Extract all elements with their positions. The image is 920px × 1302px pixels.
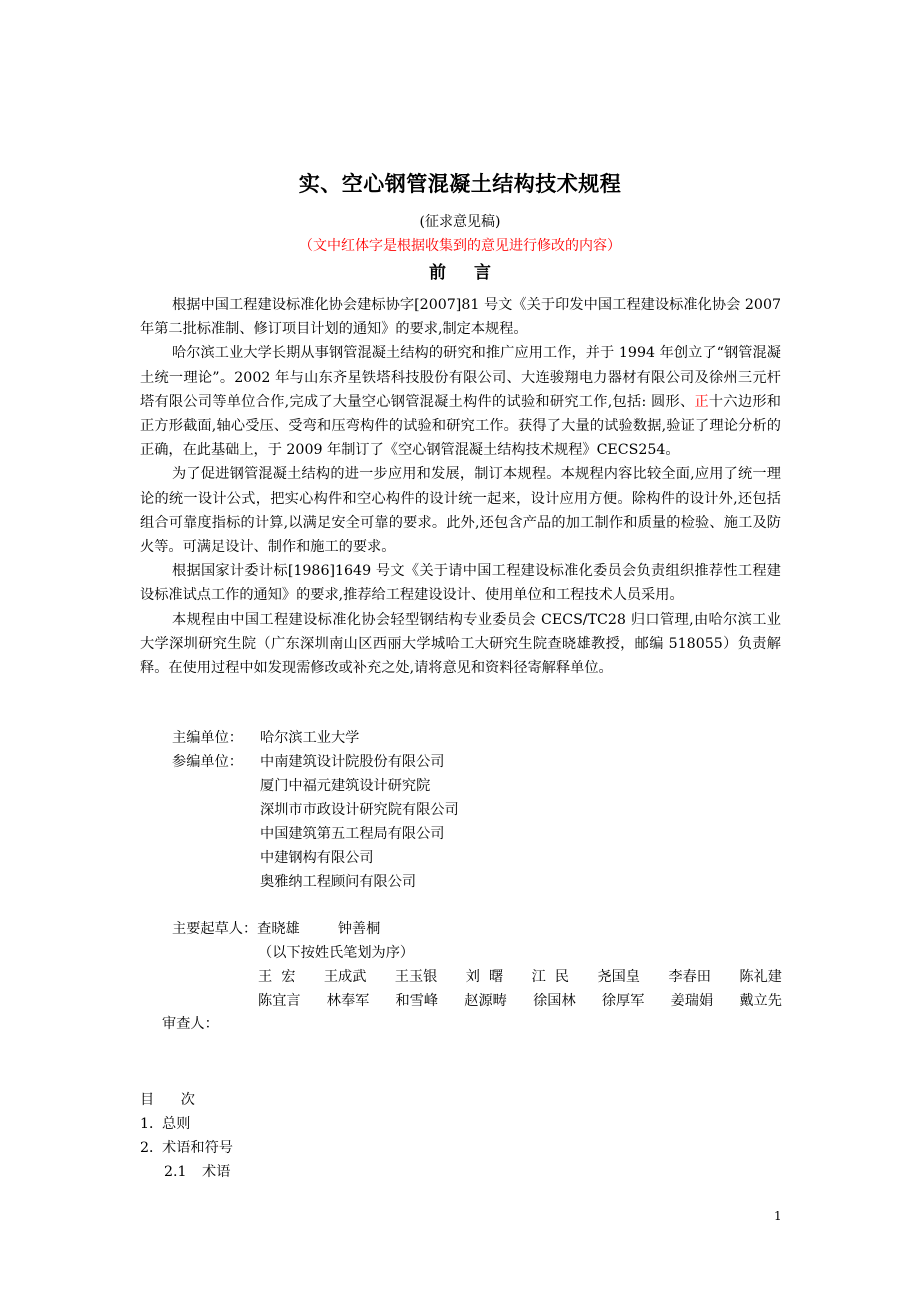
drafter-name: 赵源畴 <box>464 993 507 1009</box>
drafter-name: 姜瑞娟 <box>670 993 714 1009</box>
drafter-name: 钟善桐 <box>337 921 381 937</box>
document-subtitle: (征求意见稿) <box>419 214 501 230</box>
participating-unit-row <box>172 870 459 894</box>
drafter-names-row <box>258 989 782 1013</box>
paragraph: 根据国家计委计标[1986]1649 号文《关于请中国工程建设标准化委员会负责组织推荐性工程建设标准试点工作的通知》的要求,推荐给工程建设设计、使用单位和工程技术人员采用。 <box>140 563 781 604</box>
drafter-name: 徐国林 <box>533 993 576 1009</box>
order-note: （以下按姓氏笔划为序） <box>258 945 415 961</box>
reviewer-label: 审查人： <box>162 1016 219 1032</box>
drafter-name: 陈礼建 <box>739 969 782 985</box>
toc-subitem-number: 2.1 <box>164 1164 187 1180</box>
revision-note: （文中红体字是根据收集到的意见进行修改的内容） <box>299 238 621 254</box>
paragraph: 为了促进钢管混凝土结构的进一步应用和发展，制订本规程。本规程内容比较全面,应用了统一理论的统一设计公式，把实心构件和空心构件的设计统一起来，设计应用方便。除构件的设计外,还包括组合可靠度指标的计算,以满足安全可靠的要求。此外,还包含产品的加工制作和质量的检验、施工及防火等。可满足设计、制作和施工的要求。 <box>140 466 781 556</box>
chief-editor-value: 哈尔滨工业大学 <box>260 730 360 746</box>
participating-unit-row <box>172 822 459 846</box>
drafter-names <box>258 965 782 1013</box>
preface-heading: 前 言 <box>429 263 491 283</box>
paragraph: 根据中国工程建设标准化协会建标协字[2007]81 号文《关于印发中国工程建设标准化协会 2007 年第二批标准制、修订项目计划的通知》的要求,制定本规程。 <box>140 297 781 338</box>
toc-heading: 目 次 <box>140 1092 195 1108</box>
toc-item-number: 1． <box>140 1116 164 1132</box>
participating-unit: 深圳市市政设计研究院有限公司 <box>260 802 459 818</box>
toc-subitem-label: 术语 <box>202 1164 231 1180</box>
drafter-name: 江 民 <box>531 969 569 985</box>
main-drafters-row <box>172 917 414 941</box>
chief-editor-row <box>172 726 459 750</box>
revised-text: 正 <box>694 393 709 410</box>
participating-unit-row <box>172 750 459 774</box>
participating-units-label: 参编单位： <box>172 754 243 770</box>
drafter-name: 王玉银 <box>394 969 438 985</box>
drafter-name: 尧国皇 <box>597 969 640 985</box>
paragraph <box>140 341 781 462</box>
participating-unit: 中南建筑设计院股份有限公司 <box>260 754 445 770</box>
editorial-units <box>172 726 459 894</box>
drafter-name: 戴立先 <box>739 993 782 1009</box>
drafter-name: 刘 曙 <box>465 969 504 985</box>
table-of-contents <box>140 1088 233 1184</box>
participating-unit: 奥雅纳工程顾问有限公司 <box>260 874 417 890</box>
toc-subitem[interactable] <box>140 1160 233 1184</box>
drafter-names-row <box>258 965 782 989</box>
participating-unit-row <box>172 798 459 822</box>
toc-item[interactable] <box>140 1136 233 1160</box>
participating-unit-row <box>172 846 459 870</box>
toc-item-label: 术语和符号 <box>162 1140 233 1156</box>
drafter-name: 陈宜言 <box>258 993 301 1009</box>
participating-unit: 厦门中福元建筑设计研究院 <box>260 778 431 794</box>
drafter-name: 查晓雄 <box>257 921 300 937</box>
main-drafters <box>172 917 414 965</box>
toc-item[interactable] <box>140 1112 233 1136</box>
drafter-name: 王 宏 <box>258 969 296 985</box>
drafter-name: 和雪峰 <box>395 993 439 1009</box>
paragraph: 本规程由中国工程建设标准化协会轻型钢结构专业委员会 CECS/TC28 归口管理,由哈尔滨工业大学深圳研究生院（广东深圳南山区西丽大学城哈工大研究生院查晓雄教授，邮编 518055）负责解释。在使用过程中如发现需修改或补充之处,请将意见和资料径寄解释单位。 <box>140 611 781 677</box>
main-drafters-label: 主要起草人： <box>172 921 258 937</box>
document-title: 实、空心钢管混凝土结构技术规程 <box>298 172 622 196</box>
toc-item-number: 2． <box>140 1140 164 1156</box>
drafter-name: 徐厚军 <box>601 993 645 1009</box>
participating-unit: 中国建筑第五工程局有限公司 <box>260 826 445 842</box>
drafter-name: 林奉军 <box>326 993 370 1009</box>
chief-editor-label: 主编单位： <box>172 730 243 746</box>
paragraph-text: 哈尔滨工业大学长期从事钢管混凝土结构的研究和推广应用工作，并于 1994 年创立了“钢管混凝土统一理论”。2002 年与山东齐星铁塔科技股份有限公司、大连骏翔电力器材有限公司及徐州三元杆塔有限公司等单位合作,完成了大量空心钢管混凝土构件的试验和研究工作,包括: 圆形、 <box>140 345 781 410</box>
page-number: 1 <box>774 1209 782 1223</box>
toc-item-label: 总则 <box>162 1116 191 1132</box>
paragraph-text: 十六边形和正方形截面,轴心受压、受弯和压弯构件的试验和研究工作。获得了大量的试验数据,验证了理论分析的正确，在此基础上，于 2009 年制订了《空心钢管混凝土结构技术规程》CECS254。 <box>140 393 781 459</box>
drafter-name: 李春田 <box>668 969 711 985</box>
participating-unit: 中建钢构有限公司 <box>260 850 374 866</box>
preface-body <box>140 293 781 680</box>
participating-unit-row <box>172 774 459 798</box>
drafter-name: 王成武 <box>323 969 367 985</box>
